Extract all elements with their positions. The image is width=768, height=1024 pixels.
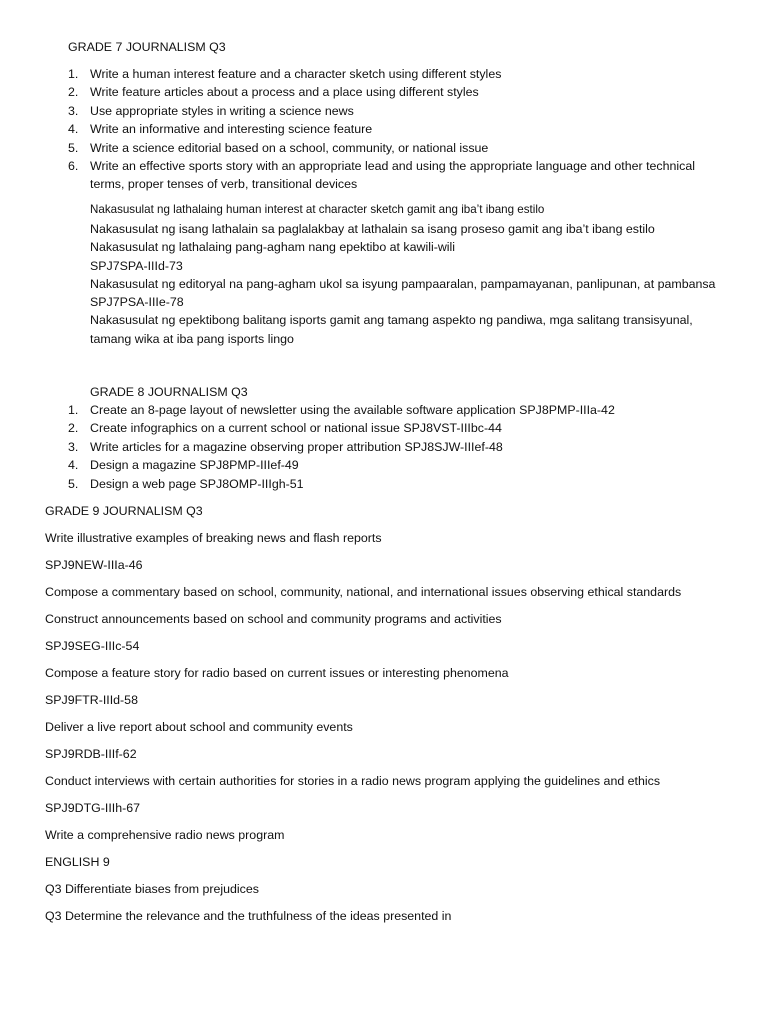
list-item	[68, 83, 728, 101]
list-item-text: Write a human interest feature and a character sketch using different styles	[90, 67, 502, 81]
list-item	[68, 401, 728, 419]
list-number: 1.	[68, 403, 79, 417]
filipino-line: Nakasusulat ng epektibong balitang isports gamit ang tamang aspekto ng pandiwa, mga salitang transisyunal, tamang wika at iba pang isports lingo	[90, 313, 693, 346]
list-item-text: Write a science editorial based on a school, community, or national issue	[90, 140, 489, 155]
paragraph: Write a comprehensive radio news program	[45, 828, 285, 842]
paragraph: Q3 Determine the relevance and the truthfulness of the ideas presented in	[45, 909, 452, 923]
list-item	[68, 475, 728, 493]
paragraph: Construct announcements based on school and community programs and activities	[45, 612, 502, 626]
paragraph: Compose a feature story for radio based on current issues or interesting phenomena	[45, 666, 509, 680]
list-item-text: Design a magazine SPJ8PMP-IIIef-49	[90, 458, 299, 473]
filipino-line: Nakasusulat ng lathalaing pang-agham nang epektibo at kawili-wili	[90, 240, 456, 255]
list-number: 5.	[68, 476, 79, 491]
list-number: 2.	[68, 421, 79, 436]
paragraph: Conduct interviews with certain authorities for stories in a radio news program applying the guidelines and ethics	[45, 774, 661, 788]
grade7-heading: GRADE 7 JOURNALISM Q3	[68, 40, 226, 54]
list-number: 2.	[68, 85, 79, 100]
grade7-competency-list	[68, 65, 728, 194]
paragraph: Q3 Differentiate biases from prejudices	[45, 882, 259, 896]
list-number: 6.	[68, 159, 79, 174]
competency-code: SPJ9FTR-IIId-58	[45, 693, 138, 707]
competency-code: SPJ7PSA-IIIe-78	[90, 295, 184, 310]
list-item-text: Write an informative and interesting science feature	[90, 122, 373, 137]
list-item-text: Design a web page SPJ8OMP-IIIgh-51	[90, 476, 304, 491]
list-item-text: Write articles for a magazine observing proper attribution SPJ8SJW-IIIef-48	[90, 439, 503, 454]
list-number: 4.	[68, 122, 79, 137]
competency-code: SPJ9SEG-IIIc-54	[45, 639, 140, 653]
competency-code: SPJ9RDB-IIIf-62	[45, 747, 137, 761]
grade9-section	[45, 502, 715, 934]
list-item	[68, 456, 728, 474]
list-item-text: Write feature articles about a process and a place using different styles	[90, 85, 479, 100]
list-number: 1.	[68, 67, 79, 81]
competency-code: SPJ9NEW-IIIa-46	[45, 558, 143, 572]
list-number: 5.	[68, 140, 79, 155]
list-item-text: Create infographics on a current school or national issue SPJ8VST-IIIbc-44	[90, 421, 502, 436]
list-number: 4.	[68, 458, 79, 473]
filipino-line: Nakasusulat ng editoryal na pang-agham ukol sa isyung pampaaralan, pampamayanan, panlipunan, at pambansa	[90, 276, 716, 291]
list-item	[68, 438, 728, 456]
list-item-text: Write an effective sports story with an appropriate lead and using the appropriate language and other technical terms, proper tenses of verb, transitional devices	[90, 159, 695, 192]
grade8-heading: GRADE 8 JOURNALISM Q3	[90, 385, 248, 399]
list-item	[68, 419, 728, 437]
paragraph: Deliver a live report about school and community events	[45, 720, 353, 734]
list-number: 3.	[68, 103, 79, 118]
list-item-text: Create an 8-page layout of newsletter using the available software application SPJ8PMP-IIIa-42	[90, 403, 615, 417]
list-item	[68, 102, 728, 120]
competency-code: SPJ9DTG-IIIh-67	[45, 801, 141, 815]
list-item	[68, 65, 728, 83]
paragraph: Compose a commentary based on school, community, national, and international issues observing ethical standards	[45, 585, 682, 599]
list-item	[68, 120, 728, 138]
grade9-heading: GRADE 9 JOURNALISM Q3	[45, 504, 203, 518]
competency-code: SPJ7SPA-IIId-73	[90, 258, 183, 273]
english9-heading: ENGLISH 9	[45, 855, 110, 869]
list-item-text: Use appropriate styles in writing a science news	[90, 103, 354, 118]
grade8-competency-list	[68, 401, 728, 493]
filipino-line: Nakasusulat ng isang lathalain sa paglalakbay at lathalain sa isang proseso gamit ang iba’t ibang estilo	[90, 222, 655, 236]
filipino-line: Nakasusulat ng lathalaing human interest at character sketch gamit ang iba’t ibang estilo	[90, 203, 545, 216]
list-number: 3.	[68, 439, 79, 454]
paragraph: Write illustrative examples of breaking news and flash reports	[45, 531, 382, 545]
list-item	[68, 139, 728, 157]
list-item	[68, 157, 728, 194]
grade7-filipino-competencies	[90, 202, 720, 348]
